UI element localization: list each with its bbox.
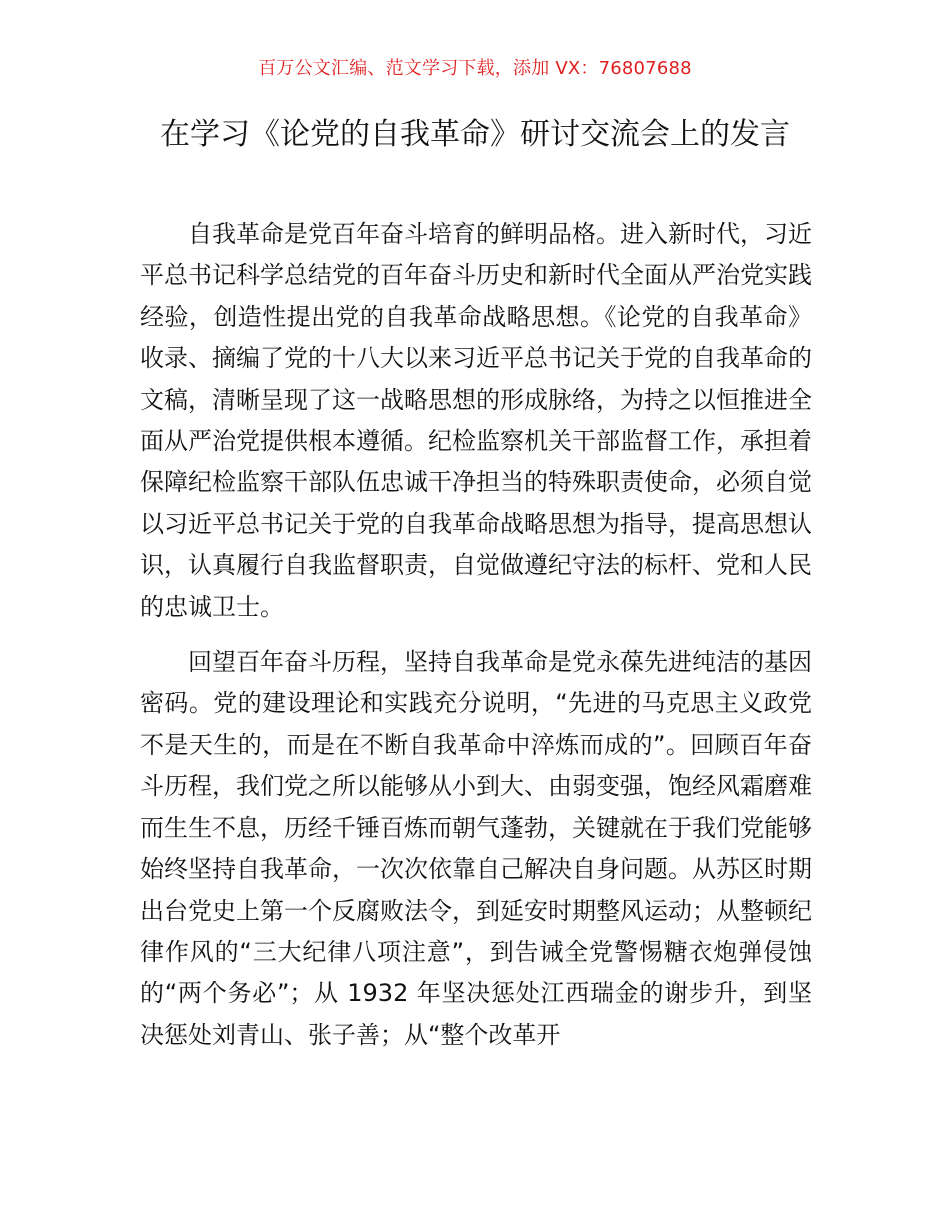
document-body: [140, 214, 812, 1056]
document-title: 在学习《论党的自我革命》研讨交流会上的发言: [160, 117, 790, 152]
body-paragraph-1: 自我革命是党百年奋斗培育的鲜明品格。进入新时代，习近平总书记科学总结党的百年奋斗历史和新时代全面从严治党实践经验，创造性提出党的自我革命战略思想。《论党的自我革命》收录、摘编了党的十八大以来习近平总书记关于党的自我革命的文稿，清晰呈现了这一战略思想的形成脉络，为持之以恒推进全面从严治党提供根本遵循。纪检监察机关干部监督工作，承担着保障纪检监察干部队伍忠诚干净担当的特殊职责使命，必须自觉以习近平总书记关于党的自我革命战略思想为指导，提高思想认识，认真履行自我监督职责，自觉做遵纪守法的标杆、党和人民的忠诚卫士。: [140, 220, 812, 621]
header-promo-note: 百万公文汇编、范文学习下载，添加 VX：76807688: [258, 58, 692, 79]
body-paragraph-2: 回望百年奋斗历程，坚持自我革命是党永葆先进纯洁的基因密码。党的建设理论和实践充分说明，“先进的马克思主义政党不是天生的，而是在不断自我革命中淬炼而成的”。回顾百年奋斗历程，我们党之所以能够从小到大、由弱变强，饱经风霜磨难而生生不息，历经千锤百炼而朝气蓬勃，关键就在于我们党能够始终坚持自我革命，一次次依靠自己解决自身问题。从苏区时期出台党史上第一个反腐败法令，到延安时期整风运动；从整顿纪律作风的“三大纪律八项注意”，到告诫全党警惕糖衣炮弹侵蚀的“两个务必”；从 1932 年坚决惩处江西瑞金的谢步升，到坚决惩处刘青山、张子善；从“整个改革开: [140, 648, 812, 1049]
